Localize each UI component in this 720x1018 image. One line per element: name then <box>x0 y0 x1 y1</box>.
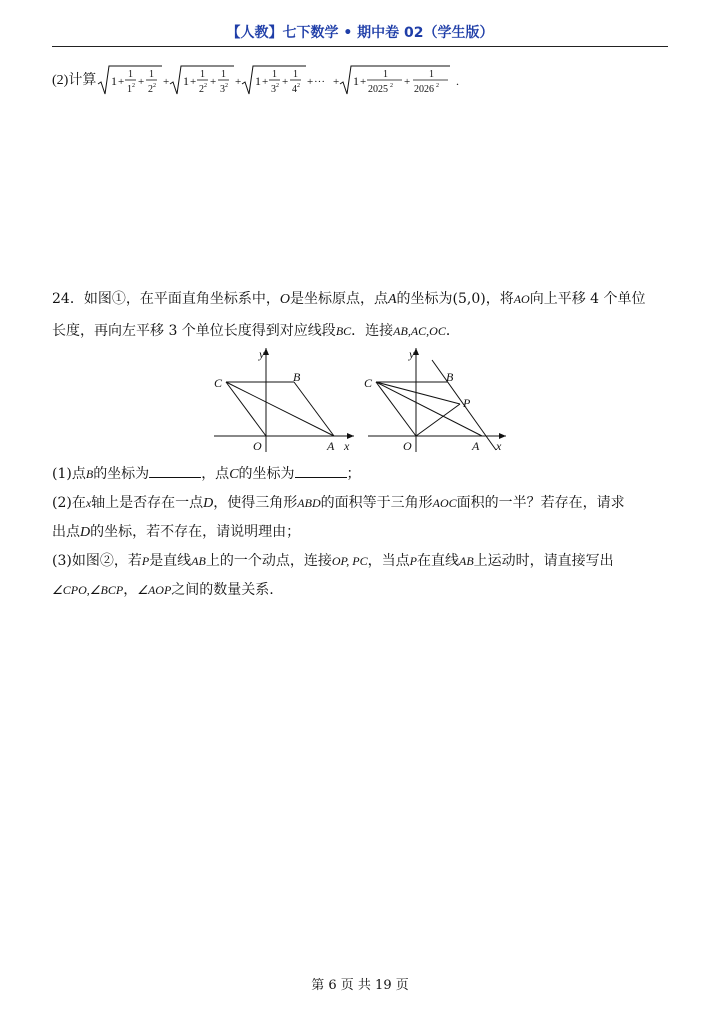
q24-intro-line1: 24．如图①，在平面直角坐标系中，O是坐标原点，点A的坐标为(5,0)，将AO向上平移 4 个单位 <box>52 291 646 307</box>
period: . <box>456 74 459 88</box>
plus-sign: + <box>210 76 217 88</box>
plus-sign: + <box>262 76 269 88</box>
denominator-base: 4 <box>292 84 297 95</box>
sqrt-term-3 <box>242 66 306 95</box>
plus-sign: + <box>118 76 125 88</box>
exponent: 2 <box>436 83 439 89</box>
part2-prefix: (2)计算 <box>52 73 97 88</box>
point-C-label: C <box>364 376 373 390</box>
numerator: 1 <box>293 69 298 80</box>
one-text: 1 <box>111 74 117 88</box>
exponent: 2 <box>276 83 279 89</box>
page-footer: 第 6 页 共 19 页 <box>311 978 409 993</box>
point-A-label: A <box>472 439 480 453</box>
denominator-base: 2 <box>148 84 153 95</box>
plus-sign: + <box>333 76 340 88</box>
q24-sub2-line2: 出点D的坐标，若不存在，请说明理由； <box>52 524 301 540</box>
point-O-label: O <box>403 439 412 453</box>
point-A-label: A <box>327 439 335 453</box>
figure-2 <box>362 344 510 460</box>
numerator: 1 <box>429 69 434 80</box>
plus-sign: + <box>360 76 367 88</box>
denominator-base: 3 <box>271 84 276 95</box>
plus-sign: + <box>235 76 242 88</box>
point-O-label: O <box>253 439 262 453</box>
q24-sub3-line1: (3)如图②，若P是直线AB上的一个动点，连接OP, PC，当点P在直线AB上运动时，请直接写出 <box>52 553 614 569</box>
q24-sub2-line1: (2)在x轴上是否存在一点D，使得三角形ABD的面积等于三角形AOC面积的一半？若存在，请求 <box>52 495 625 511</box>
point-C-label: C <box>214 376 223 390</box>
exponent: 2 <box>297 83 300 89</box>
numerator: 1 <box>221 69 226 80</box>
point-B-label: B <box>293 370 301 384</box>
denominator-base: 1 <box>127 84 132 95</box>
numerator: 1 <box>272 69 277 80</box>
y-axis-label: y <box>409 347 415 361</box>
ellipsis: ··· <box>314 76 325 88</box>
sqrt-term-1 <box>98 66 162 95</box>
plus-sign: + <box>138 76 145 88</box>
sqrt-term-last <box>340 66 450 95</box>
exponent: 2 <box>204 83 207 89</box>
denominator-base: 2025 <box>368 84 388 95</box>
point-B-label: B <box>446 370 454 384</box>
numerator: 1 <box>383 69 388 80</box>
q24-intro-line2: 长度，再向左平移 3 个单位长度得到对应线段BC．连接AB,AC,OC． <box>52 323 460 339</box>
numerator: 1 <box>128 69 133 80</box>
denominator-base: 3 <box>220 84 225 95</box>
one-text: 1 <box>255 74 261 88</box>
numerator: 1 <box>149 69 154 80</box>
y-axis-label: y <box>259 347 265 361</box>
plus-sign: + <box>282 76 289 88</box>
page-header: 【人教】七下数学 • 期中卷 02（学生版） <box>226 25 494 41</box>
denominator-base: 2 <box>199 84 204 95</box>
one-text: 1 <box>353 74 359 88</box>
figure-1 <box>208 344 358 460</box>
exponent: 2 <box>153 83 156 89</box>
one-text: 1 <box>183 74 189 88</box>
exponent: 2 <box>390 83 393 89</box>
q24-sub1: (1)点B的坐标为 ，点C的坐标为 ； <box>52 466 361 482</box>
plus-sign: + <box>307 76 314 88</box>
numerator: 1 <box>200 69 205 80</box>
header-divider <box>52 46 668 47</box>
plus-sign: + <box>404 76 411 88</box>
sqrt-term-2 <box>170 66 234 95</box>
x-axis-label: x <box>496 439 502 453</box>
denominator-base: 2026 <box>414 84 434 95</box>
answer-blank-C <box>295 465 347 478</box>
exponent: 2 <box>225 83 228 89</box>
x-axis-label: x <box>344 439 350 453</box>
q24-sub3-line2: ∠CPO,∠BCP，∠AOP之间的数量关系. <box>52 582 274 598</box>
plus-sign: + <box>163 76 170 88</box>
point-P-label: P <box>463 396 471 410</box>
sqrt-sum-formula <box>52 60 472 100</box>
answer-blank-B <box>149 465 201 478</box>
exponent: 2 <box>132 83 135 89</box>
plus-sign: + <box>190 76 197 88</box>
